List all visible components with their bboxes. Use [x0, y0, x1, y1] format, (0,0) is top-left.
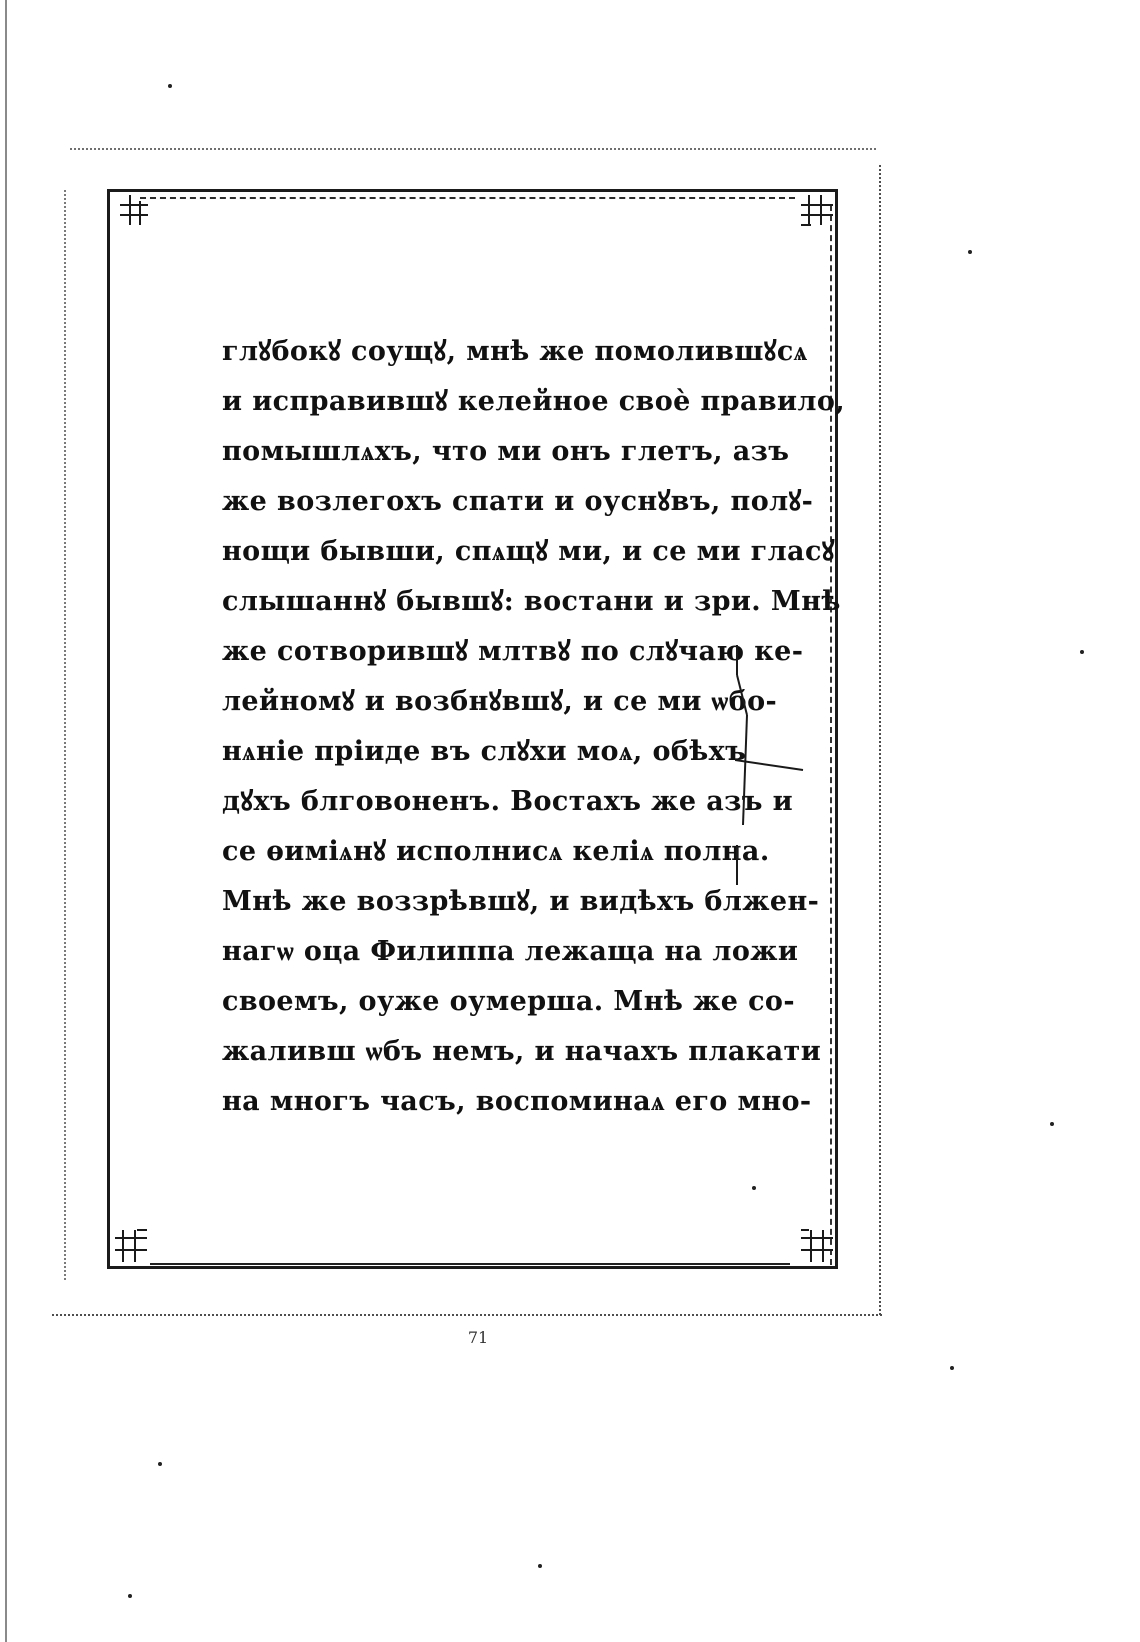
text-line: лейномꙋ и возбнꙋвшꙋ, и се ми ѡбо- — [222, 686, 778, 717]
text-line: и исправившꙋ келейное своѐ правило, — [222, 386, 846, 417]
text-line: нѧніе пріиде въ слꙋхи моѧ, обѣхъ — [222, 736, 747, 767]
text-line: се ѳиміѧнꙋ исполнисѧ келіѧ полна. — [222, 836, 770, 867]
outer-dotted-rule-top — [70, 148, 876, 150]
body-text — [222, 327, 846, 1127]
outer-dotted-rule-bottom — [52, 1314, 882, 1316]
inner-rule-bottom — [150, 1263, 790, 1265]
cross-ornament-icon — [797, 193, 835, 233]
text-line: же возлегохъ спати и оуснꙋвъ, полꙋ- — [222, 486, 814, 517]
inner-dashed-rule-top — [140, 197, 795, 199]
cross-ornament-icon — [797, 1226, 835, 1266]
cross-ornament-icon — [113, 1226, 151, 1266]
text-line: глꙋбокꙋ соущꙋ, мнѣ же помолившꙋсѧ — [222, 336, 808, 367]
text-line: жаливш ѡбъ немъ, и начахъ плакати — [222, 1036, 822, 1067]
speck — [128, 1594, 132, 1598]
speck — [950, 1366, 954, 1370]
text-line: нощи бывши, спѧщꙋ ми, и се ми гласꙋ — [222, 536, 835, 567]
speck — [968, 250, 972, 254]
outer-dotted-rule-left — [64, 190, 66, 1280]
speck — [168, 84, 172, 88]
speck — [158, 1462, 162, 1466]
text-line: слышаннꙋ бывшꙋ: востани и зри. Мнѣ — [222, 586, 841, 617]
text-line: на многъ часъ, воспоминаѧ его мно- — [222, 1086, 812, 1117]
text-line: Мнѣ же воззрѣвшꙋ, и видѣхъ блжен- — [222, 886, 820, 917]
inner-dashed-rule-right — [830, 205, 832, 1265]
speck — [538, 1564, 542, 1568]
page-edge — [5, 0, 7, 1642]
page-number: 71 — [467, 1328, 489, 1347]
outer-dotted-rule-right — [879, 165, 881, 1315]
speck — [1050, 1122, 1054, 1126]
text-line: нагѡ оца Филиппа лежаща на ложи — [222, 936, 799, 967]
text-line: помышлѧхъ, что ми онъ глетъ, азъ — [222, 436, 790, 467]
text-line: же сотворившꙋ млтвꙋ по слꙋчаю ке- — [222, 636, 804, 667]
cross-ornament-icon — [118, 193, 156, 233]
bracket-mark-icon — [735, 645, 805, 890]
text-line: дꙋхъ блговоненъ. Востахъ же азъ и — [222, 786, 794, 817]
speck — [752, 1186, 756, 1190]
text-line: своемъ, оуже оумерша. Мнѣ же со- — [222, 986, 795, 1017]
speck — [1080, 650, 1084, 654]
